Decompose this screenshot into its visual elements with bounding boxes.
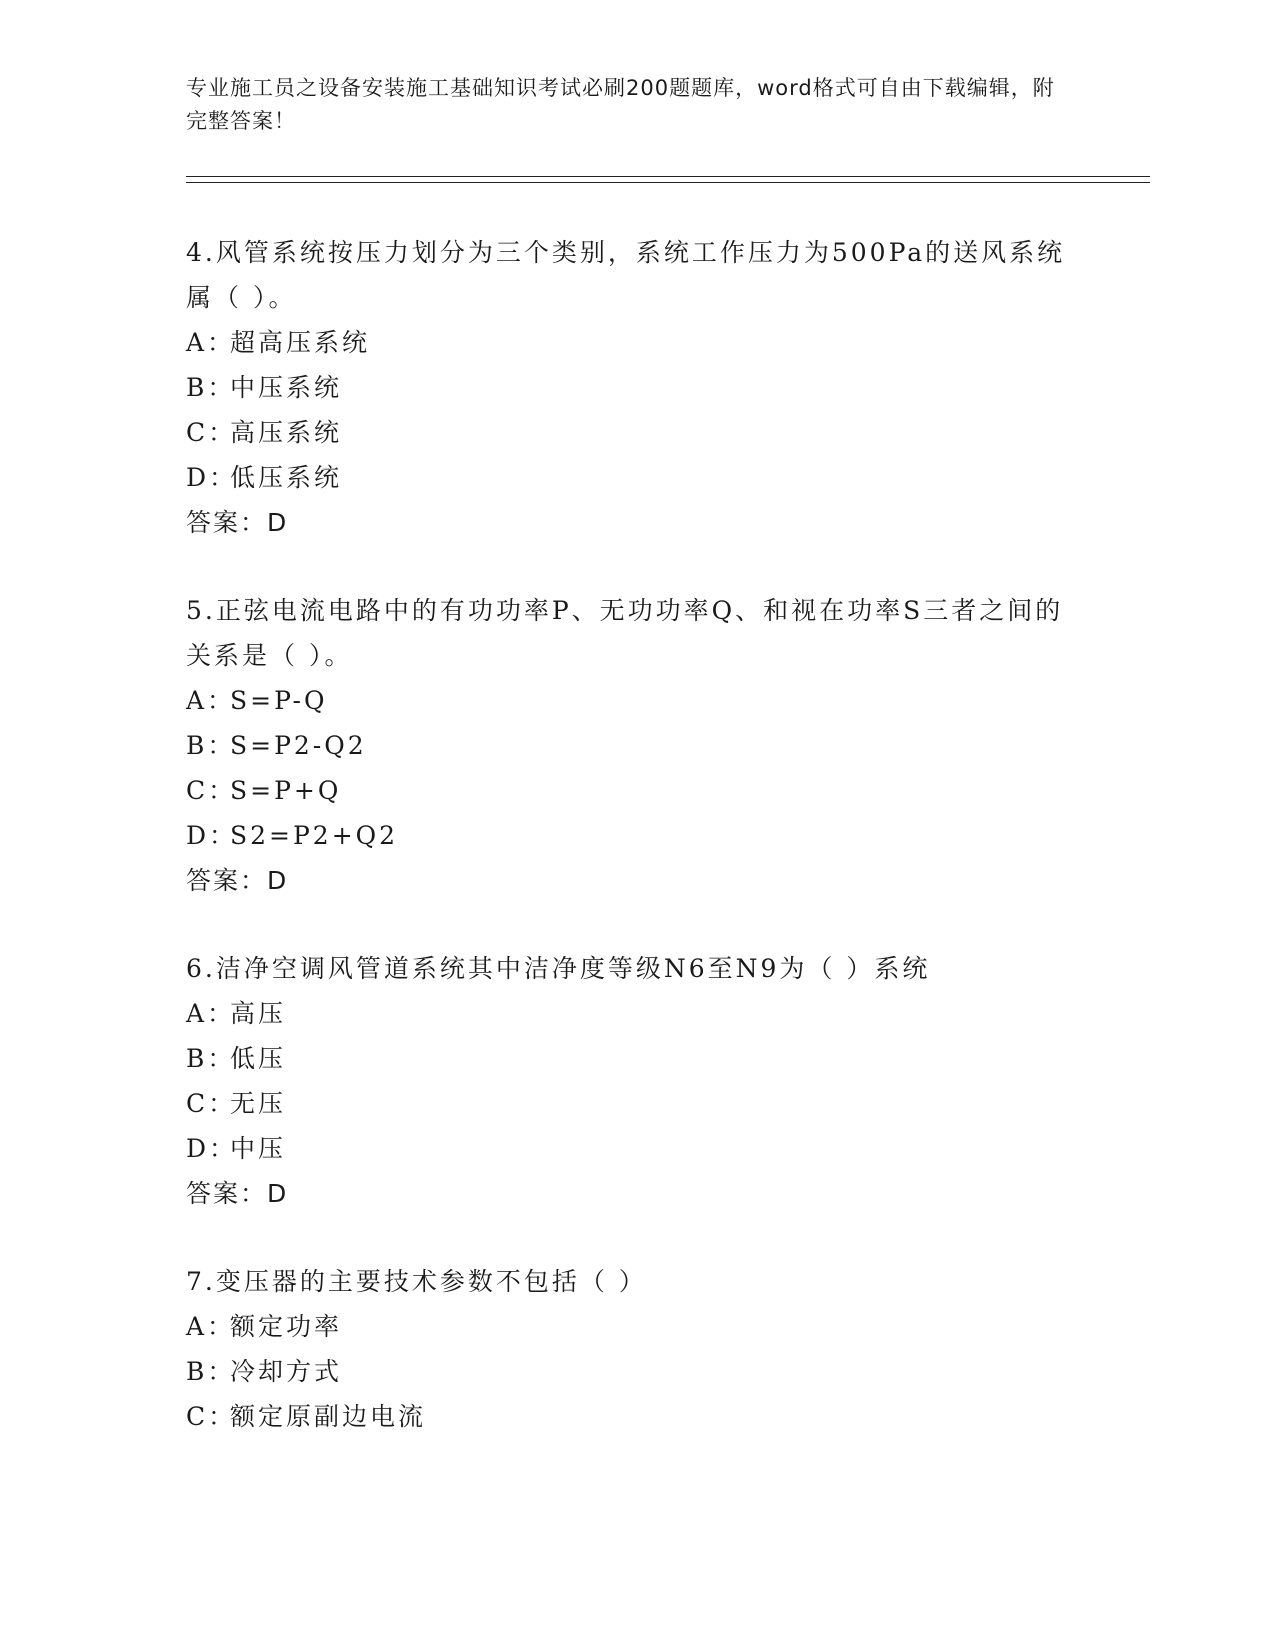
- option-b: [186, 1349, 1086, 1394]
- option-key: B：: [186, 373, 236, 402]
- option-b: [186, 365, 1086, 410]
- option-d: [186, 455, 1086, 500]
- option-key: D：: [186, 821, 238, 850]
- option-text: 中压系统: [230, 373, 343, 402]
- option-text: 冷却方式: [230, 1357, 343, 1386]
- option-key: A：: [186, 686, 236, 715]
- option-text: 无压: [230, 1089, 287, 1118]
- option-c: [186, 1394, 1086, 1439]
- option-key: A：: [186, 999, 236, 1028]
- option-key: A：: [186, 328, 236, 357]
- option-key: D：: [186, 463, 238, 492]
- option-key: B：: [186, 731, 236, 760]
- option-text: 超高压系统: [230, 328, 371, 357]
- option-text: 高压系统: [230, 418, 343, 447]
- question-text: 6.洁净空调风管道系统其中洁净度等级N6至N9为（ ）系统: [186, 954, 931, 983]
- option-text: 低压系统: [230, 463, 343, 492]
- answer-text: 答案：D: [186, 508, 289, 537]
- option-key: B：: [186, 1044, 236, 1073]
- option-text: 额定原副边电流: [230, 1402, 427, 1431]
- option-text: S=P-Q: [230, 686, 328, 715]
- option-d: [186, 813, 1086, 858]
- option-key: C：: [186, 418, 237, 447]
- option-c: [186, 768, 1086, 813]
- option-text: S=P2-Q2: [230, 731, 367, 760]
- option-key: C：: [186, 1402, 237, 1431]
- question-item: [186, 588, 1086, 903]
- option-text: 低压: [230, 1044, 287, 1073]
- option-b: [186, 723, 1086, 768]
- option-a: [186, 1304, 1086, 1349]
- option-text: 高压: [230, 999, 287, 1028]
- question-item: [186, 230, 1086, 545]
- question-text: 7.变压器的主要技术参数不包括（ ）: [186, 1267, 647, 1296]
- document-header: 专业施工员之设备安装施工基础知识考试必刷200题题库，word格式可自由下载编辑，附完整答案！: [186, 76, 1055, 133]
- header-divider-bottom: [186, 182, 1150, 183]
- option-a: [186, 678, 1086, 723]
- option-key: C：: [186, 1089, 237, 1118]
- option-d: [186, 1126, 1086, 1171]
- question-item: [186, 946, 1086, 1216]
- option-c: [186, 1081, 1086, 1126]
- question-text: 4.风管系统按压力划分为三个类别，系统工作压力为500Pa的送风系统属（ ）。: [186, 238, 1066, 312]
- question-list: [186, 230, 1086, 1482]
- option-key: A：: [186, 1312, 236, 1341]
- option-key: D：: [186, 1134, 238, 1163]
- option-a: [186, 991, 1086, 1036]
- option-text: 额定功率: [230, 1312, 343, 1341]
- option-text: 中压: [230, 1134, 287, 1163]
- header-divider-top: [186, 176, 1150, 177]
- answer-text: 答案：D: [186, 866, 289, 895]
- option-key: C：: [186, 776, 237, 805]
- option-b: [186, 1036, 1086, 1081]
- question-text: 5.正弦电流电路中的有功功率P、无功功率Q、和视在功率S三者之间的关系是（ ）。: [186, 596, 1064, 670]
- question-item: [186, 1259, 1086, 1439]
- answer-text: 答案：D: [186, 1179, 289, 1208]
- option-key: B：: [186, 1357, 236, 1386]
- option-text: S=P+Q: [230, 776, 342, 805]
- option-text: S2=P2+Q2: [230, 821, 399, 850]
- option-c: [186, 410, 1086, 455]
- option-a: [186, 320, 1086, 365]
